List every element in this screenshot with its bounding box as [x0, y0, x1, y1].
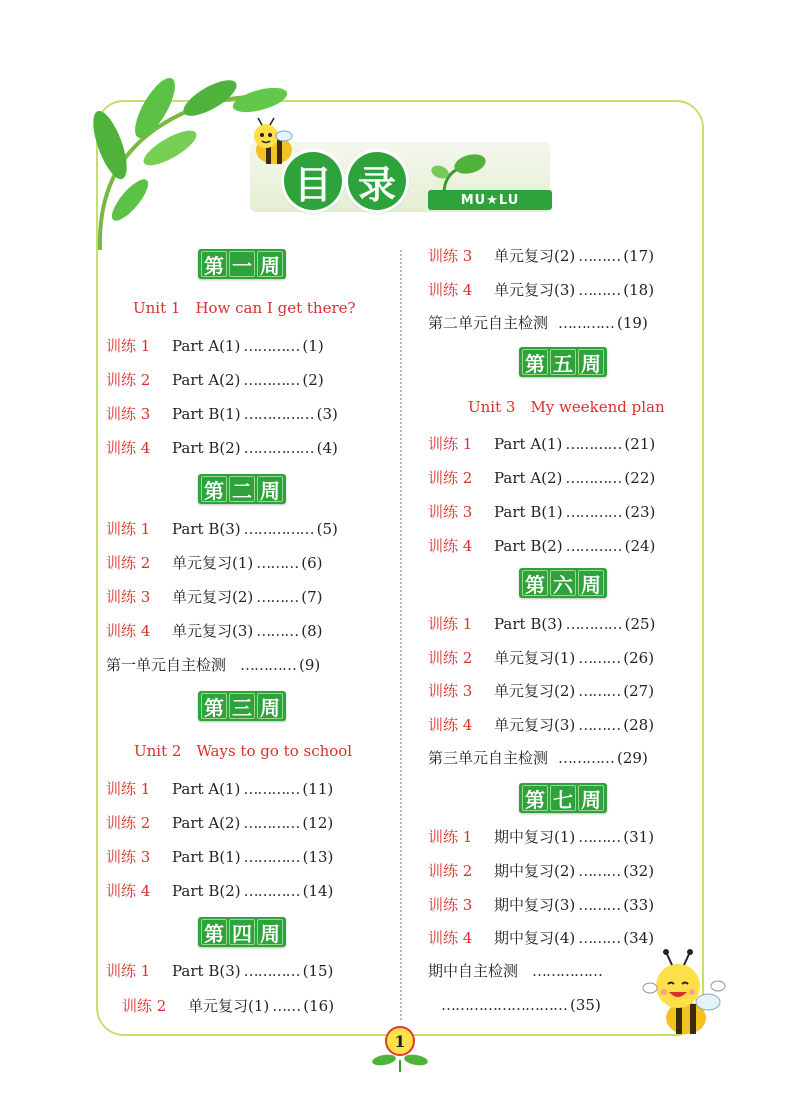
page-number: 1	[385, 1026, 415, 1056]
toc-row[interactable]: 训练 3 Part B(1) ………… (13)	[106, 848, 334, 866]
bee-mascot-icon	[636, 948, 728, 1040]
toc-row[interactable]: 训练 3 单元复习(2) ……… (7)	[106, 588, 323, 606]
toc-row[interactable]: 训练 3 期中复习(3) ……… (33)	[428, 896, 655, 914]
unit-2-title: Unit 2 Ways to go to school	[134, 742, 353, 760]
toc-row[interactable]: 训练 1 Part A(1) ………… (21)	[428, 435, 656, 453]
week-7-badge: 第 七 周	[519, 783, 607, 813]
toc-row[interactable]: 训练 1 Part B(3) ………… (25)	[428, 615, 656, 633]
toc-row[interactable]: 训练 4 Part B(2) …………… (4)	[106, 439, 338, 457]
toc-row[interactable]: 训练 3 单元复习(2) ……… (17)	[428, 247, 655, 265]
toc-row[interactable]: 训练 2 单元复习(1) ……… (26)	[428, 649, 655, 667]
toc-row-unit-test[interactable]: 第三单元自主检测 ………… (29)	[428, 749, 648, 767]
toc-row[interactable]: 训练 2 期中复习(2) ……… (32)	[428, 862, 655, 880]
week-2-badge: 第 二 周	[198, 474, 286, 504]
column-divider	[400, 250, 402, 1020]
toc-row[interactable]: 训练 3 Part B(1) …………… (3)	[106, 405, 338, 423]
contents-header	[240, 112, 560, 216]
toc-row-unit-test[interactable]: 第一单元自主检测 ………… (9)	[106, 656, 321, 674]
toc-row[interactable]: 训练 1 期中复习(1) ……… (31)	[428, 828, 655, 846]
pinyin-band: MU★LU	[428, 190, 552, 210]
toc-row[interactable]: 训练 2 Part A(2) ………… (12)	[106, 814, 334, 832]
toc-row[interactable]: 训练 4 单元复习(3) ……… (28)	[428, 716, 655, 734]
toc-row[interactable]: 训练 2 Part A(2) ………… (2)	[106, 371, 324, 389]
toc-row[interactable]: 训练 1 Part B(3) ………… (15)	[106, 962, 334, 980]
week-1-badge: 第 一 周	[198, 249, 286, 279]
week-4-badge: 第 四 周	[198, 917, 286, 947]
toc-row[interactable]: 训练 3 Part B(1) ………… (23)	[428, 503, 656, 521]
unit-3-title: Unit 3 My weekend plan	[468, 398, 665, 416]
toc-row[interactable]: 训练 4 期中复习(4) ……… (34)	[428, 929, 655, 947]
toc-row-midterm-page[interactable]: ……………………… (35)	[441, 996, 601, 1014]
toc-row[interactable]: 训练 2 单元复习(1) ……… (6)	[106, 554, 323, 572]
toc-row[interactable]: 训练 1 Part B(3) …………… (5)	[106, 520, 338, 538]
toc-row-unit-test[interactable]: 第二单元自主检测 ………… (19)	[428, 314, 648, 332]
week-3-badge: 第 三 周	[198, 691, 286, 721]
toc-row[interactable]: 训练 2 单元复习(1) …… (16)	[122, 997, 335, 1015]
unit-1-title: Unit 1 How can I get there?	[133, 299, 356, 317]
toc-row-midterm-test[interactable]: 期中自主检测 ……………	[428, 962, 603, 980]
toc-row[interactable]: 训练 4 Part B(2) ………… (24)	[428, 537, 656, 555]
toc-row[interactable]: 训练 1 Part A(1) ………… (11)	[106, 780, 334, 798]
week-5-badge: 第 五 周	[519, 347, 607, 377]
toc-row[interactable]: 训练 1 Part A(1) ………… (1)	[106, 337, 324, 355]
toc-row[interactable]: 训练 3 单元复习(2) ……… (27)	[428, 682, 655, 700]
toc-row[interactable]: 训练 4 单元复习(3) ……… (18)	[428, 281, 655, 299]
title-char-1: 目	[284, 152, 342, 210]
toc-row[interactable]: 训练 4 单元复习(3) ……… (8)	[106, 622, 323, 640]
toc-row[interactable]: 训练 4 Part B(2) ………… (14)	[106, 882, 334, 900]
week-6-badge: 第 六 周	[519, 568, 607, 598]
toc-row[interactable]: 训练 2 Part A(2) ………… (22)	[428, 469, 656, 487]
title-char-2: 录	[348, 152, 406, 210]
